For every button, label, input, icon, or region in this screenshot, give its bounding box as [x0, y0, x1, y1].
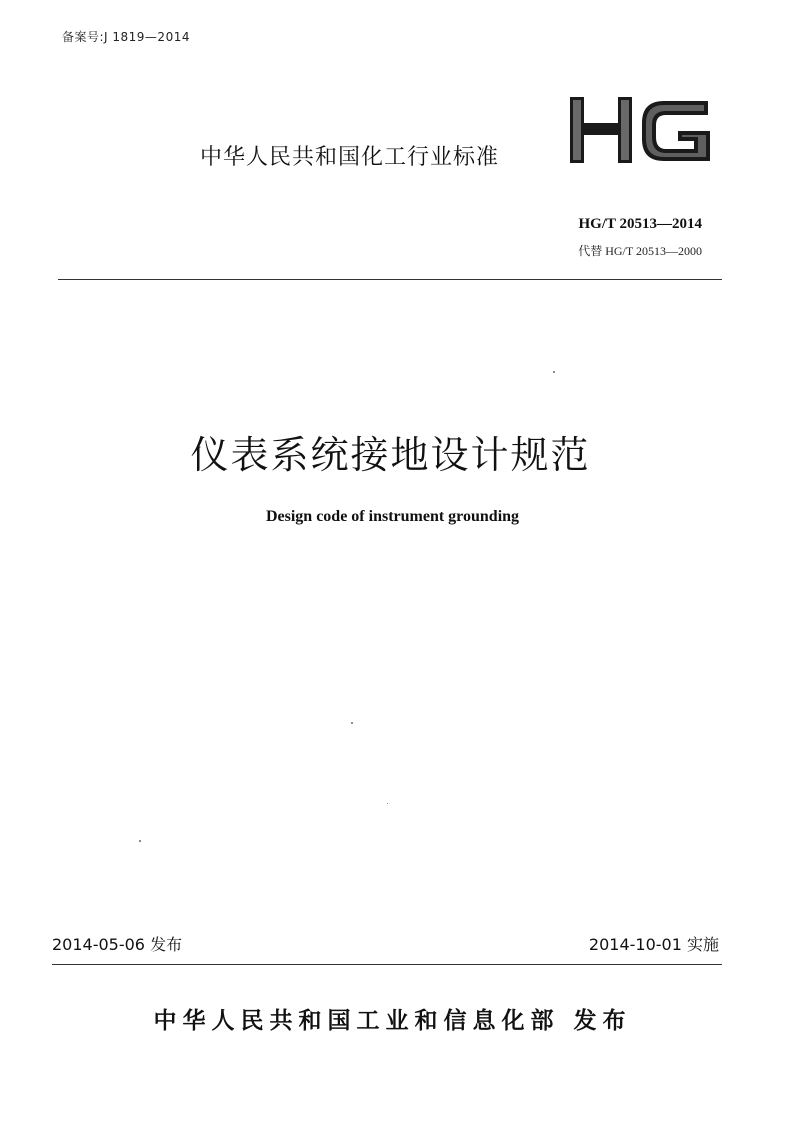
standard-number: HG/T 20513—2014 [578, 216, 702, 232]
replaced-standard: 代替 HG/T 20513—2000 [578, 244, 702, 258]
title-chinese-text: 仪表系统接地设计规范 [190, 433, 591, 477]
filing-number: 备案号:J 1819—2014 [62, 30, 190, 44]
issue-date: 2014-05-06 发布 [52, 935, 183, 954]
title-english: Design code of instrument grounding [265, 508, 520, 525]
scan-speck [351, 722, 353, 724]
title-chinese [0, 424, 785, 479]
bottom-divider [52, 964, 722, 965]
scan-speck [387, 803, 388, 804]
effective-date: 2014-10-01 实施 [588, 935, 719, 954]
publisher: 中华人民共和国工业和信息化部 发布 [153, 1008, 632, 1034]
logo-letter-h [570, 97, 632, 163]
top-divider [58, 279, 722, 280]
scan-speck [139, 840, 141, 842]
standard-category-title: 中华人民共和国化工行业标准 [200, 145, 500, 170]
logo-letter-g [642, 101, 710, 161]
hg-logo [566, 95, 714, 165]
scan-speck [553, 371, 555, 373]
